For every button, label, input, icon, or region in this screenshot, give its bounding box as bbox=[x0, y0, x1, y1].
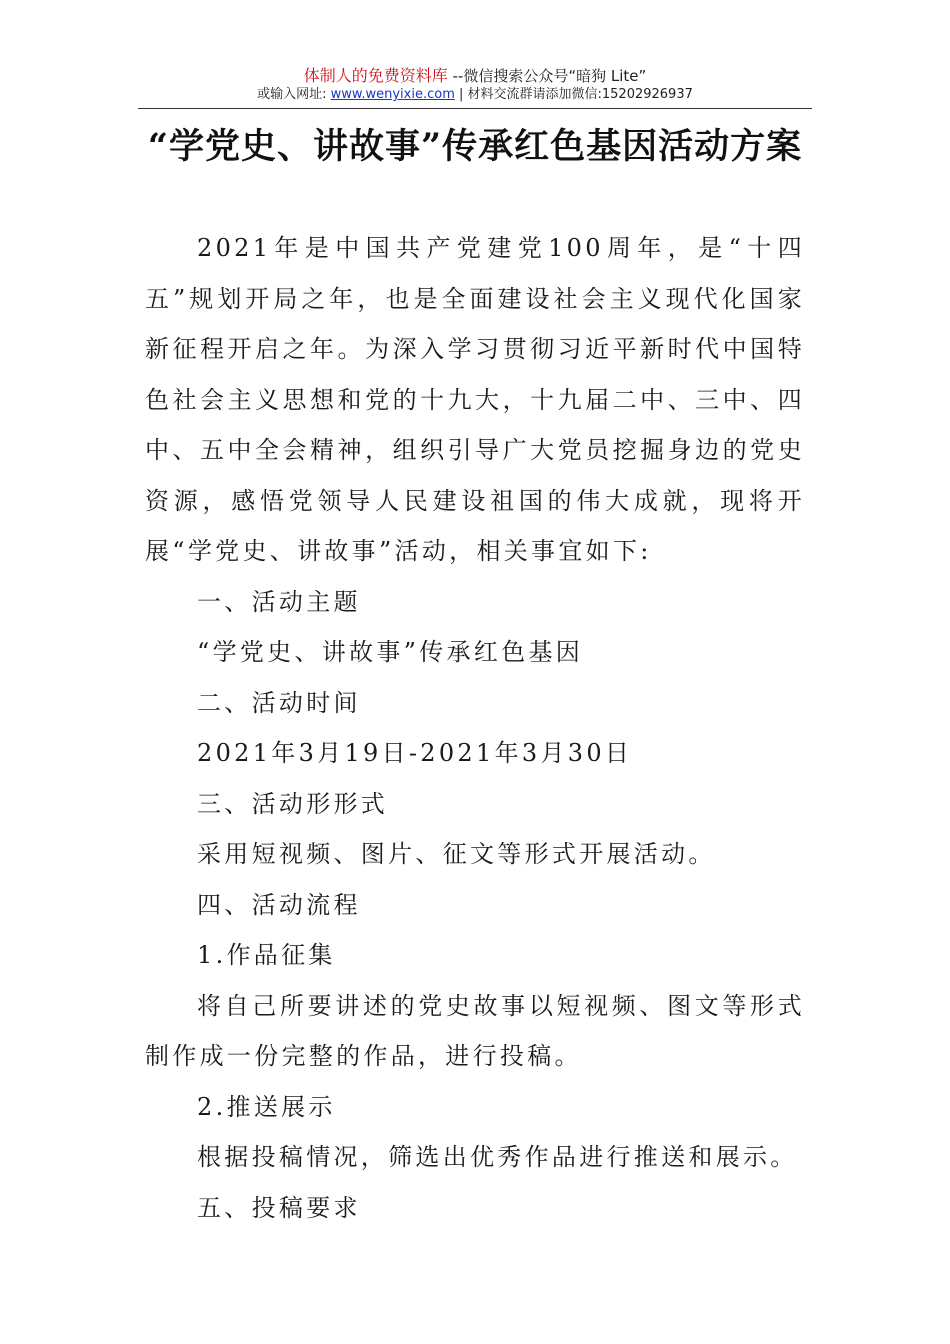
intro-paragraph: 2021年是中国共产党建党100周年，是“十四五”规划开局之年，也是全面建设社会主义现代化国家新征程开启之年。为深入学习贯彻习近平新时代中国特色社会主义思想和党的十九大，十九届二中、三中、四中、五中全会精神，组织引导广大党员挖掘身边的党史资源，感悟党领导人民建设祖国的伟大成就，现将开展“学党史、讲故事”活动，相关事宜如下: bbox=[145, 234, 805, 565]
time-text: 2021年3月19日-2021年3月30日 bbox=[197, 739, 633, 767]
section-heading-format: 三、活动形形式 bbox=[197, 789, 389, 818]
process-step-collection: 1.作品征集 bbox=[197, 941, 336, 969]
format-text: 采用短视频、图片、征文等形式开展活动。 bbox=[197, 840, 716, 868]
showcase-text: 根据投稿情况，筛选出优秀作品进行推送和展示。 bbox=[197, 1143, 798, 1171]
header-contact-line bbox=[138, 86, 812, 104]
header-brand: 体制人的免费资料库 bbox=[303, 66, 448, 85]
header-url-prefix: 或输入网址: bbox=[257, 87, 327, 102]
section-heading-requirements: 五、投稿要求 bbox=[197, 1193, 361, 1222]
process-step-showcase: 2.推送展示 bbox=[197, 1092, 336, 1121]
header-divider bbox=[138, 108, 812, 109]
section-heading-process: 四、活动流程 bbox=[197, 890, 361, 919]
section-heading-theme: 一、活动主题 bbox=[197, 587, 361, 616]
header-tagline: --微信搜索公众号“暗狗 Lite” bbox=[452, 67, 647, 85]
document-body bbox=[145, 223, 805, 1233]
watermark-header bbox=[138, 66, 812, 104]
section-heading-time: 二、活动时间 bbox=[197, 688, 361, 717]
header-contact: | 材料交流群请添加微信:15202926937 bbox=[459, 87, 693, 102]
header-url-link[interactable]: www.wenyixie.com bbox=[330, 87, 455, 102]
header-promo-line bbox=[138, 66, 812, 86]
document-title: “学党史、讲故事”传承红色基因活动方案 bbox=[147, 126, 803, 167]
theme-text: “学党史、讲故事”传承红色基因 bbox=[197, 638, 584, 666]
collection-text: 将自己所要讲述的党史故事以短视频、图文等形式制作成一份完整的作品，进行投稿。 bbox=[145, 991, 805, 1070]
